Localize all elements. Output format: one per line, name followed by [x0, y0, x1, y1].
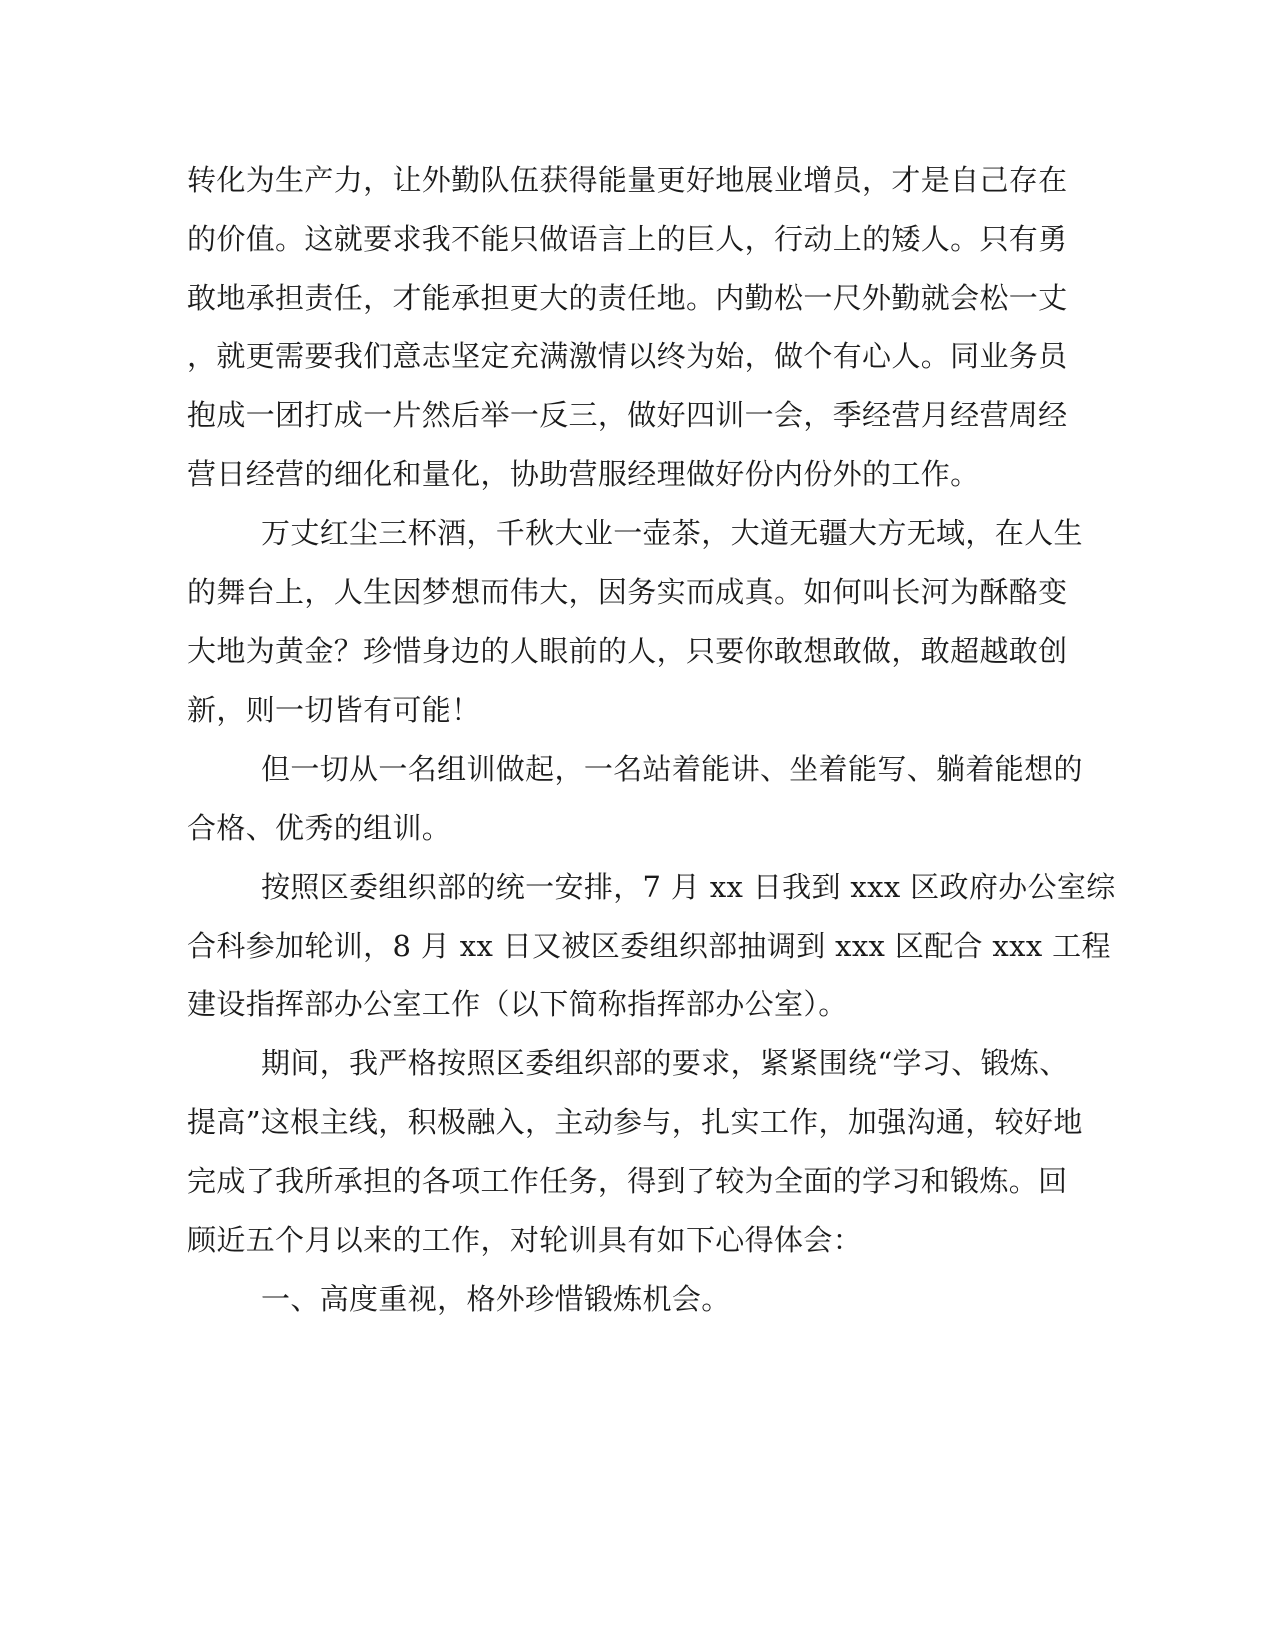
- text-line: 转化为生产力，让外勤队伍获得能量更好地展业增员，才是自己存在: [187, 163, 1068, 197]
- section-heading: 一、高度重视，格外珍惜锻炼机会。: [261, 1282, 731, 1316]
- text-line: 合格、优秀的组训。: [187, 811, 452, 845]
- text-line: 完成了我所承担的各项工作任务，得到了较为全面的学习和锻炼。回: [187, 1164, 1068, 1198]
- paragraph-first-line: 期间，我严格按照区委组织部的要求，紧紧围绕“学习、锻炼、: [261, 1046, 1069, 1080]
- text-line: 营日经营的细化和量化，协助营服经理做好份内份外的工作。: [187, 457, 980, 491]
- paragraph-first-line: 按照区委组织部的统一安排，7 月 xx 日我到 xxx 区政府办公室综: [261, 870, 1116, 904]
- text-line: ，就更需要我们意志坚定充满激情以终为始，做个有心人。同业务员: [187, 339, 1068, 373]
- text-line: 新，则一切皆有可能！: [187, 693, 481, 727]
- text-line: 敢地承担责任，才能承担更大的责任地。内勤松一尺外勤就会松一丈: [187, 281, 1068, 315]
- text-line: 大地为黄金？珍惜身边的人眼前的人，只要你敢想敢做，敢超越敢创: [187, 634, 1068, 668]
- text-line: 的价值。这就要求我不能只做语言上的巨人，行动上的矮人。只有勇: [187, 222, 1068, 256]
- text-line: 的舞台上，人生因梦想而伟大，因务实而成真。如何叫长河为酥酪变: [187, 575, 1068, 609]
- paragraph-first-line: 万丈红尘三杯酒，千秋大业一壶茶，大道无疆大方无域，在人生: [261, 516, 1083, 550]
- text-line: 提高”这根主线，积极融入，主动参与，扎实工作，加强沟通，较好地: [187, 1105, 1083, 1139]
- paragraph-first-line: 但一切从一名组训做起，一名站着能讲、坐着能写、躺着能想的: [261, 752, 1083, 786]
- text-line: 建设指挥部办公室工作（以下简称指挥部办公室）。: [187, 987, 848, 1021]
- text-line: 合科参加轮训，8 月 xx 日又被区委组织部抽调到 xxx 区配合 xxx 工程: [187, 929, 1111, 963]
- text-line: 顾近五个月以来的工作，对轮训具有如下心得体会：: [187, 1223, 863, 1257]
- text-line: 抱成一团打成一片然后举一反三，做好四训一会，季经营月经营周经: [187, 398, 1068, 432]
